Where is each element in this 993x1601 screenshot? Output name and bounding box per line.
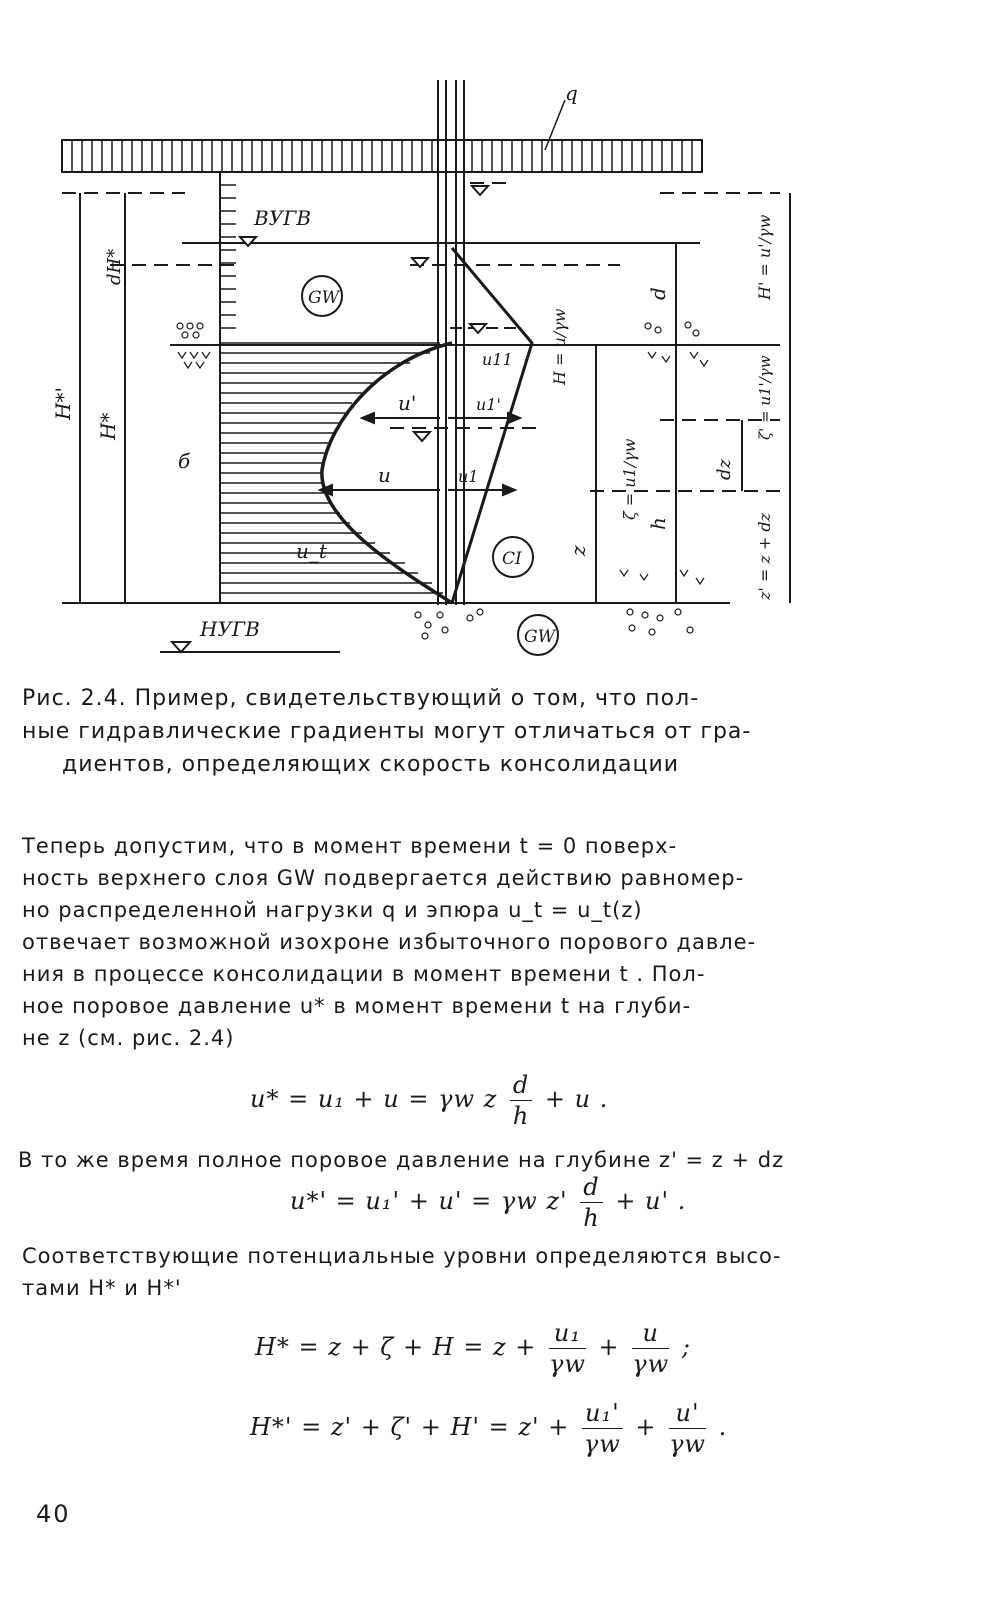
paragraph-3-line-2: тами H* и H*'	[22, 1276, 182, 1300]
formula-1-right: + u .	[544, 1085, 609, 1113]
label-z: z	[566, 545, 590, 556]
paragraph-3-line-1: Соответствующие потенциальные уровни определяются высо-	[22, 1244, 782, 1268]
label-u11: u11	[482, 350, 513, 369]
formula-2	[290, 1172, 686, 1233]
label-q: q	[565, 81, 578, 105]
caption-line-1: Рис. 2.4. Пример, свидетельствующий о том, что пол-	[22, 686, 700, 711]
formula-4-den-1: γw	[583, 1430, 621, 1458]
label-vugv: ВУГВ	[254, 206, 312, 230]
formula-3-num-1: u₁	[549, 1318, 586, 1349]
surface-level-dash	[62, 183, 510, 193]
formula-3-plus: +	[598, 1333, 620, 1361]
paragraph-1-line-3: но распределенной нагрузки q и эпюра u_t = u_t(z)	[22, 898, 643, 922]
label-u1: u1	[458, 467, 479, 486]
label-nugv: НУГВ	[200, 617, 260, 641]
label-u-prime: u'	[398, 391, 417, 415]
formula-3-fraction-2	[632, 1318, 669, 1379]
label-u: u	[378, 463, 391, 487]
paragraph-1-line-6: ное поровое давление u* в момент времени t на глуби-	[22, 994, 692, 1018]
paragraph-1-line-1: Теперь допустим, что в момент времени t = 0 поверх-	[22, 834, 678, 858]
paragraph-3	[22, 1240, 942, 1304]
paragraph-1-line-4: отвечает возможной изохроне избыточного порового давле-	[22, 930, 757, 954]
formula-3-fraction-1	[549, 1318, 586, 1379]
formula-2-left: u*' = u₁' + u' = γw z'	[290, 1187, 568, 1215]
formula-1-left: u* = u₁ + u = γw z	[250, 1085, 498, 1113]
formula-1	[250, 1070, 608, 1131]
formula-1-denominator: h	[512, 1102, 530, 1130]
label-dH-star: dH*	[104, 248, 125, 285]
formula-3-num-2: u	[632, 1318, 669, 1349]
formula-4	[250, 1398, 727, 1459]
load-hatching	[72, 140, 692, 172]
formula-4-plus: +	[635, 1413, 657, 1441]
paragraph-1	[22, 830, 942, 1054]
formula-3	[255, 1318, 691, 1379]
label-H-star-prime: H*'	[51, 387, 75, 420]
formula-4-fraction-1	[582, 1398, 623, 1459]
formula-3-den-2: γw	[632, 1350, 670, 1378]
paragraph-1-line-7: не z (см. рис. 2.4)	[22, 1026, 235, 1050]
caption-line-2: ные гидравлические градиенты могут отличаться от гра-	[22, 719, 752, 744]
label-H-prime-eq: H' = u'/γw	[755, 214, 774, 300]
label-ut: u_t	[296, 539, 327, 563]
formula-2-numerator: d	[580, 1172, 602, 1203]
formula-1-numerator: d	[510, 1070, 532, 1101]
formula-2-right: + u' .	[615, 1187, 687, 1215]
caption-line-3: диентов, определяющих скорость консолидации	[62, 752, 680, 777]
formula-4-den-2: γw	[669, 1430, 706, 1458]
formula-4-fraction-2	[669, 1398, 706, 1459]
label-h: h	[646, 517, 670, 530]
label-sigma: б	[178, 449, 191, 473]
label-zeta-prime-eq: ζ' = u1'/γw	[756, 355, 774, 440]
formula-4-end: .	[718, 1413, 728, 1441]
label-dz: dz	[714, 458, 735, 480]
formula-3-left: H* = z + ζ + H = z +	[255, 1333, 537, 1361]
label-u1-prime: u1'	[476, 395, 501, 414]
formula-4-left: H*' = z' + ζ' + H' = z' +	[250, 1413, 570, 1441]
label-d: d	[646, 287, 670, 300]
label-gw-top: GW	[308, 288, 340, 308]
formula-2-fraction	[580, 1172, 602, 1233]
consolidation-figure	[0, 0, 993, 680]
label-gw-bottom: GW	[524, 627, 556, 647]
ci-layer-hatching	[220, 343, 443, 593]
label-H-eq: H = u/γw	[550, 308, 569, 385]
formula-2-denominator: h	[583, 1204, 600, 1232]
formula-3-den-1: γw	[549, 1350, 586, 1378]
formula-4-num-1: u₁'	[582, 1398, 623, 1429]
formula-3-end: ;	[681, 1333, 691, 1361]
label-ci: CI	[502, 549, 522, 569]
gw-layer-hatching	[220, 185, 236, 328]
figure-caption	[22, 682, 852, 781]
paragraph-1-line-2: ность верхнего слоя GW подвергается действию равномер-	[22, 866, 745, 890]
paragraph-1-line-5: ния в процессе консолидации в момент времени t . Пол-	[22, 962, 706, 986]
label-zeta-eq: ζ = u1/γw	[620, 438, 639, 520]
formula-1-fraction	[510, 1070, 532, 1131]
formula-4-num-2: u'	[669, 1398, 706, 1429]
page-number: 40	[36, 1500, 71, 1528]
label-z-prime-eq: z' = z + dz	[755, 512, 774, 600]
paragraph-2-line: В то же время полное поровое давление на глубине z' = z + dz	[18, 1148, 785, 1172]
label-H-star: H*	[96, 412, 120, 440]
